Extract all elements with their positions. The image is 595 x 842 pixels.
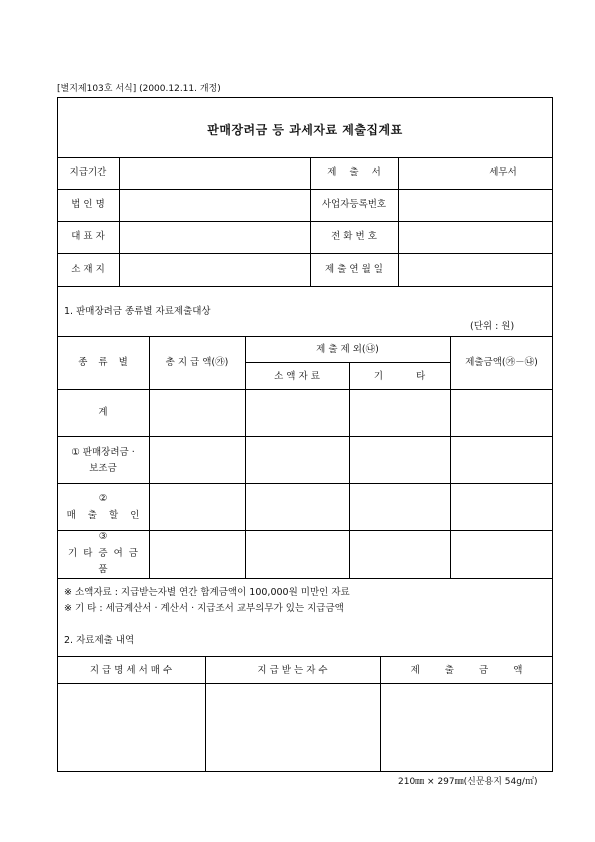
section1-heading: 1. 판매장려금 종류별 자료제출대상 [64,306,211,317]
divider [57,578,553,579]
divider [57,336,553,337]
field-tax-office[interactable]: 세무서 [489,167,517,178]
header-submit-amount: 제출금액(㉮－㉯) [465,357,538,368]
label-business-reg-no: 사업자등록번호 [321,199,387,210]
row-sales-incentive-label: 보조금 [89,463,117,474]
header-kind: 종 류 별 [78,357,128,368]
row-other-gift-num: ③ [98,531,108,542]
row-sales-incentive-num: ① 판매장려금 · [71,447,135,458]
header-other: 기 타 [373,371,426,382]
divider [57,436,553,437]
divider [57,656,553,657]
form-title: 판매장려금 등 과세자료 제출집계표 [207,123,403,137]
header-excluded: 제 출 제 외(㉯) [316,344,379,355]
row-total-label: 계 [98,407,108,418]
label-payment-period: 지급기간 [69,167,107,178]
divider [245,362,450,363]
row-other-gift-label: 기 타 증 여 금 [68,548,138,559]
note-small-amount: ※ 소액자료 : 지급받는자별 연간 합계금액이 100,000원 미만인 자료 [64,587,350,598]
unit-label: (단위 : 원) [470,321,515,332]
divider [57,253,553,254]
label-representative: 대 표 자 [71,231,105,242]
divider [149,336,150,578]
label-phone: 전 화 번 호 [331,231,377,242]
row-other-gift-label-cont: 품 [98,564,108,575]
label-submit-date: 제 출 연 월 일 [325,264,383,275]
divider [57,483,553,484]
row-sales-discount-num: ② [98,493,108,504]
divider [349,362,350,578]
header-small-amount: 소 액 자 료 [274,371,320,382]
label-corp-name: 법 인 명 [71,199,105,210]
label-submit-office: 제 출 서 [327,167,381,178]
form-number: [별지제103호 서식] (2000.12.11. 개정) [57,84,221,94]
divider [450,336,451,578]
divider [57,189,553,190]
header-submit-amount-2: 제 출 금 액 [410,665,523,676]
header-recipient-count: 지 급 받 는 자 수 [257,665,328,676]
divider [57,286,553,287]
header-statement-count: 지 급 명 세 서 매 수 [89,665,173,676]
divider [57,221,553,222]
divider [57,389,553,390]
paper-spec: 210㎜ × 297㎜(신문용지 54g/㎡) [398,777,538,787]
note-other: ※ 기 타 : 세금계산서 · 계산서 · 지급조서 교부의무가 있는 지급금액 [64,603,344,614]
header-total-paid: 총 지 급 액(㉮) [165,357,229,368]
divider [57,530,553,531]
divider [57,157,553,158]
section2-heading: 2. 자료제출 내역 [64,635,135,646]
divider [57,683,553,684]
row-sales-discount-label: 매 출 할 인 [66,510,140,521]
divider [119,157,120,286]
label-address: 소 재 지 [71,264,105,275]
